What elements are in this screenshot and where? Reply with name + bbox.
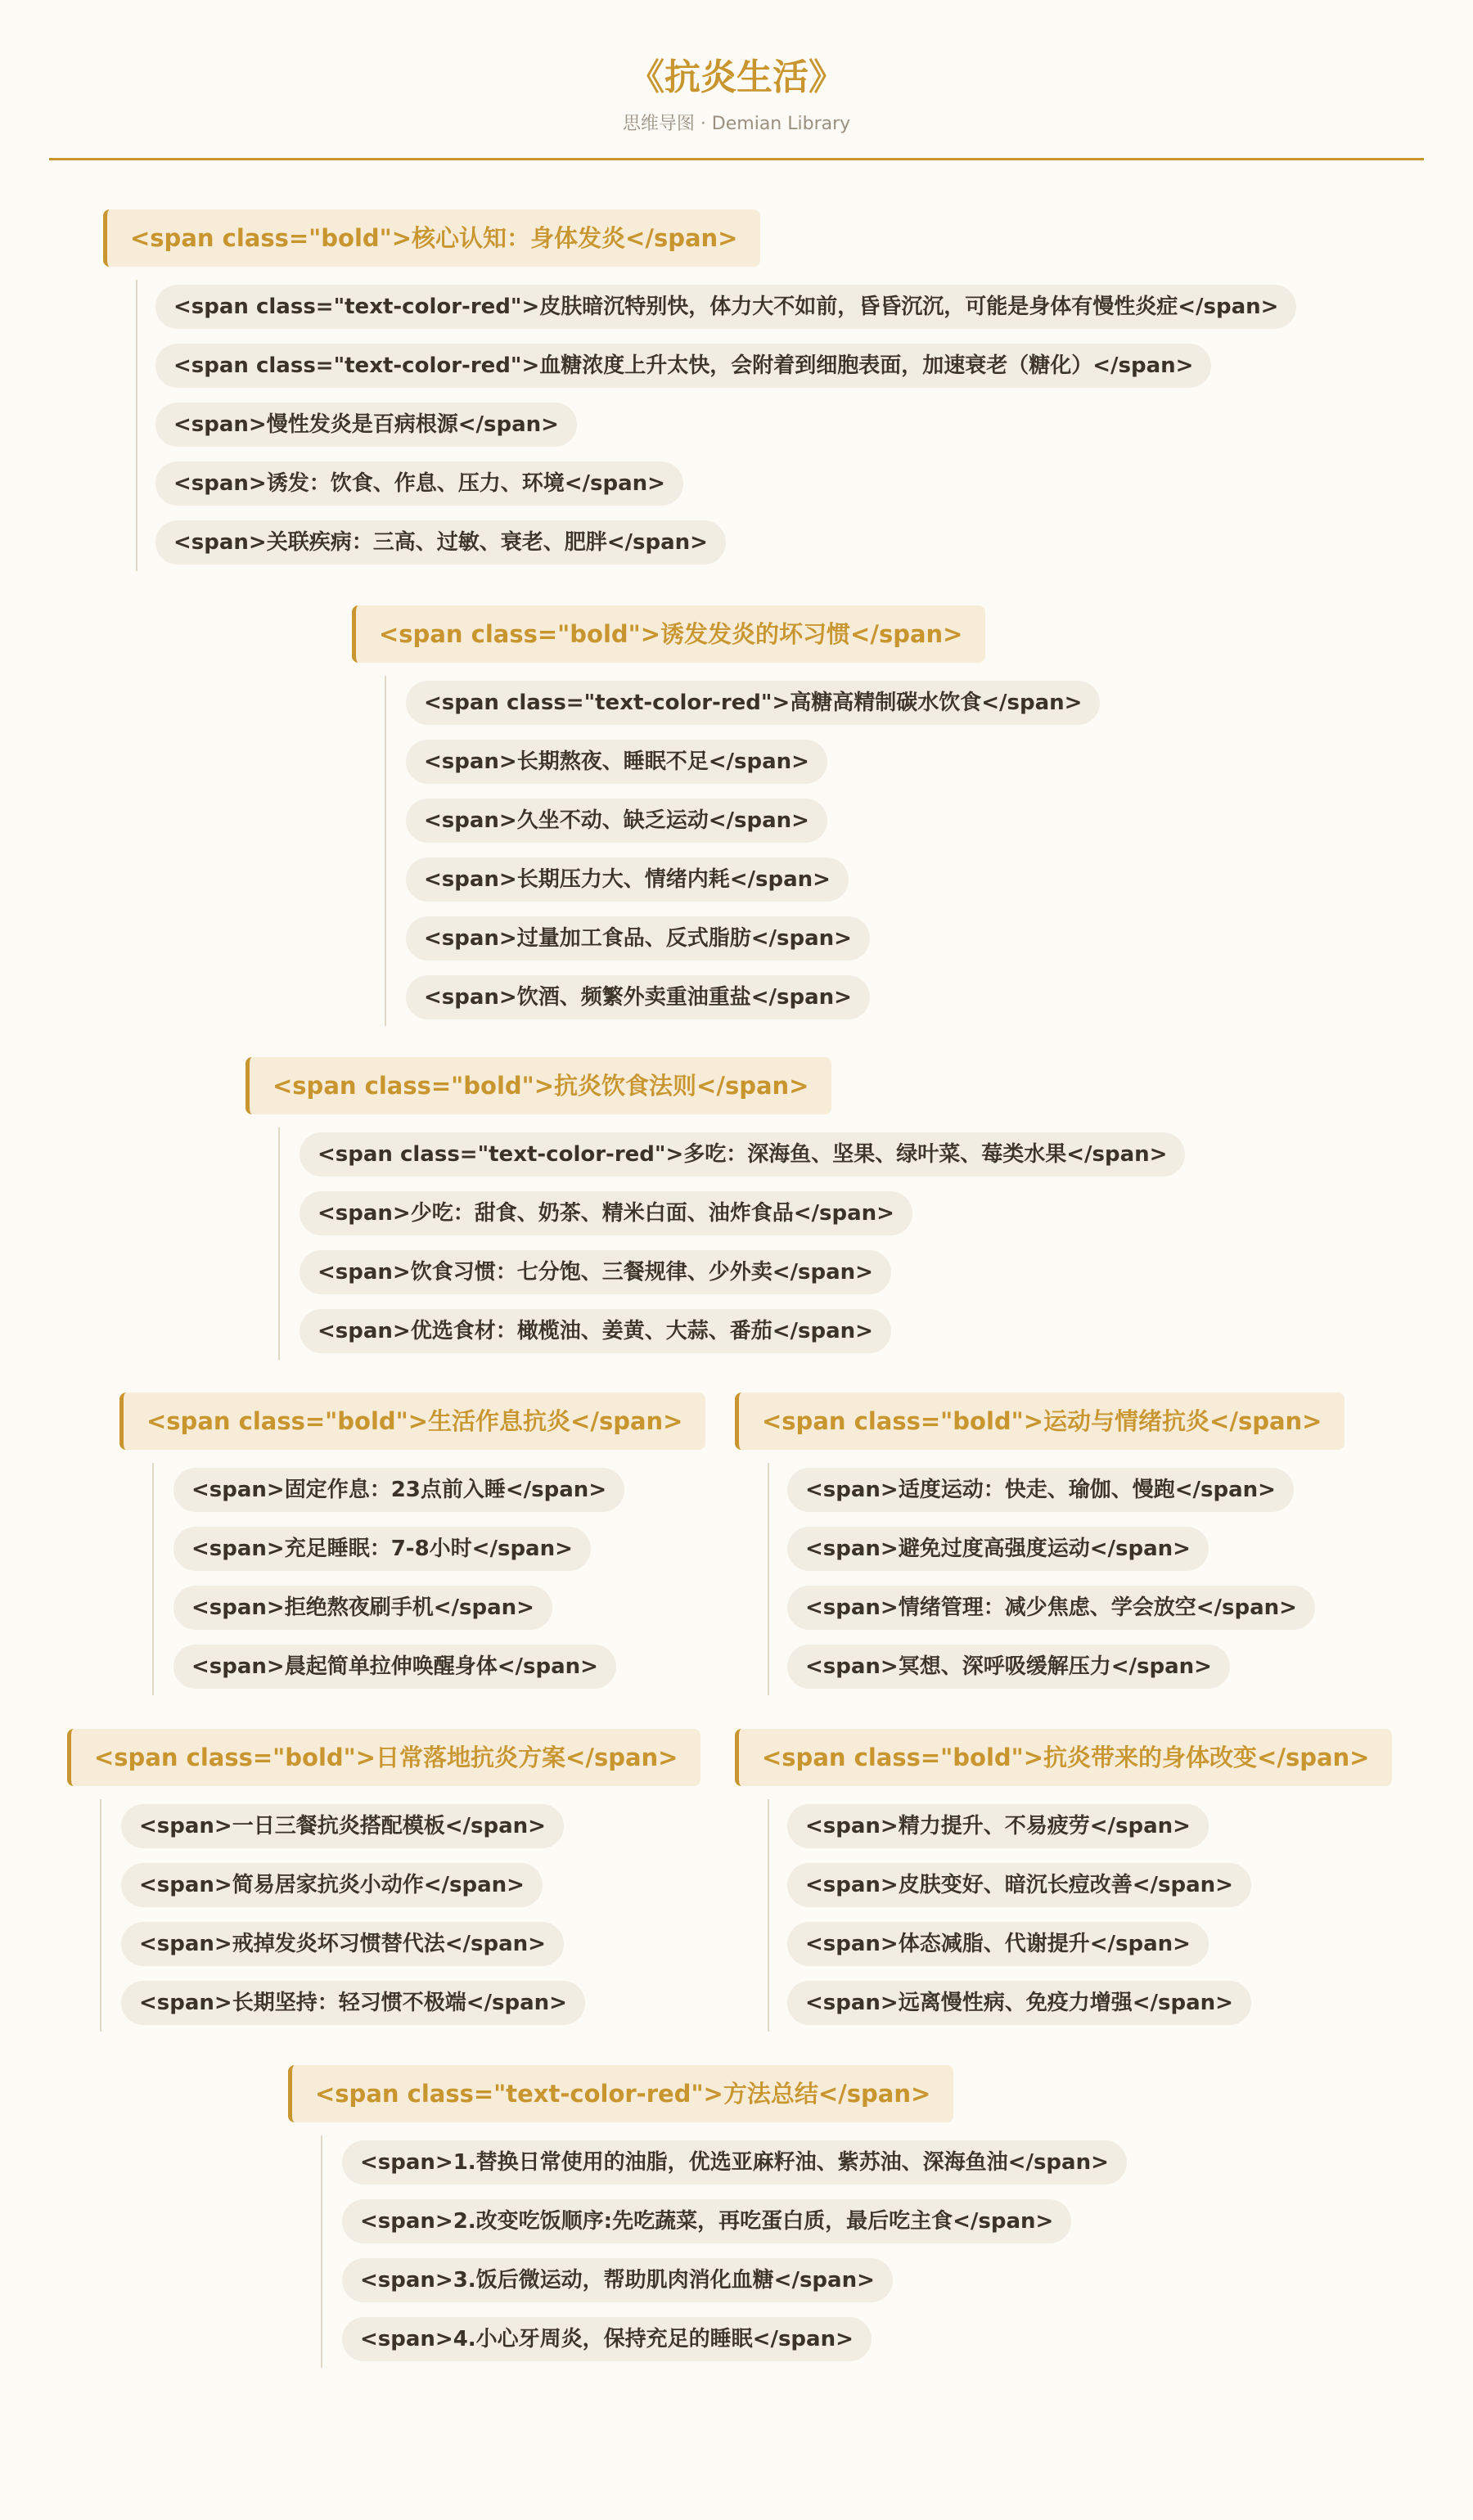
list-item[interactable]: <span>充足睡眠：7-8小时</span> [173,1527,591,1571]
section-connector [100,1799,101,2032]
list-item[interactable]: <span>长期坚持：轻习惯不极端</span> [121,1981,585,2025]
list-item[interactable]: <span>久坐不动、缺乏运动</span> [406,799,827,843]
list-item[interactable]: <span>优选食材：橄榄油、姜黄、大蒜、番茄</span> [300,1309,891,1353]
section-connector [278,1127,280,1360]
list-item[interactable]: <span>体态减脂、代谢提升</span> [787,1922,1209,1966]
section-title[interactable]: <span class="bold">运动与情绪抗炎</span> [735,1393,1345,1450]
list-item[interactable]: <span>戒掉发炎坏习惯替代法</span> [121,1922,564,1966]
list-item[interactable]: <span>避免过度高强度运动</span> [787,1527,1209,1571]
list-item[interactable]: <span>2.改变吃饭顺序:先吃蔬菜，再吃蛋白质，最后吃主食</span> [342,2199,1071,2243]
list-item[interactable]: <span>晨起简单拉伸唤醒身体</span> [173,1645,616,1689]
list-item[interactable]: <span>长期熬夜、睡眠不足</span> [406,740,827,784]
list-item[interactable]: <span>3.饭后微运动，帮助肌肉消化血糖</span> [342,2258,893,2302]
list-item[interactable]: <span class="text-color-red">皮肤暗沉特别快，体力大不如前，昏昏沉沉，可能是身体有慢性炎症</span> [155,285,1296,329]
list-item[interactable]: <span>过量加工食品、反式脂肪</span> [406,916,870,961]
list-item[interactable]: <span>长期压力大、情绪内耗</span> [406,857,849,902]
list-item[interactable]: <span class="text-color-red">高糖高精制碳水饮食</span> [406,681,1100,725]
section-title[interactable]: <span class="bold">抗炎饮食法则</span> [246,1057,831,1114]
section-title[interactable]: <span class="bold">抗炎带来的身体改变</span> [735,1729,1392,1786]
section-connector [768,1799,769,2032]
section-connector [136,280,137,571]
list-item[interactable]: <span>饮食习惯：七分饱、三餐规律、少外卖</span> [300,1250,891,1294]
list-item[interactable]: <span>慢性发炎是百病根源</span> [155,403,577,447]
section-title[interactable]: <span class="text-color-red">方法总结</span> [288,2065,953,2122]
list-item[interactable]: <span>1.替换日常使用的油脂，优选亚麻籽油、紫苏油、深海鱼油</span> [342,2140,1127,2185]
list-item[interactable]: <span>冥想、深呼吸缓解压力</span> [787,1645,1230,1689]
section-title[interactable]: <span class="bold">核心认知：身体发炎</span> [103,209,760,267]
section-title[interactable]: <span class="bold">诱发发炎的坏习惯</span> [352,605,985,663]
list-item[interactable]: <span>少吃：甜食、奶茶、精米白面、油炸食品</span> [300,1191,912,1235]
section-title[interactable]: <span class="bold">生活作息抗炎</span> [119,1393,705,1450]
list-item[interactable]: <span>远离慢性病、免疫力增强</span> [787,1981,1251,2025]
list-item[interactable]: <span>精力提升、不易疲劳</span> [787,1804,1209,1848]
section-connector [152,1463,154,1695]
list-item[interactable]: <span>皮肤变好、暗沉长痘改善</span> [787,1863,1251,1907]
list-item[interactable]: <span>情绪管理：减少焦虑、学会放空</span> [787,1586,1315,1630]
list-item[interactable]: <span>拒绝熬夜刷手机</span> [173,1586,552,1630]
list-item[interactable]: <span>4.小心牙周炎，保持充足的睡眠</span> [342,2317,872,2361]
page-title: 《抗炎生活》 [628,56,845,98]
section-title[interactable]: <span class="bold">日常落地抗炎方案</span> [67,1729,700,1786]
list-item[interactable]: <span>固定作息：23点前入睡</span> [173,1468,624,1512]
list-item[interactable]: <span class="text-color-red">血糖浓度上升太快，会附着到细胞表面，加速衰老（糖化）</span> [155,344,1211,388]
list-item[interactable]: <span>关联疾病：三高、过敏、衰老、肥胖</span> [155,520,726,565]
list-item[interactable]: <span>简易居家抗炎小动作</span> [121,1863,543,1907]
list-item[interactable]: <span>饮酒、频繁外卖重油重盐</span> [406,975,870,1019]
page-subtitle: 思维导图 · Demian Library [622,114,851,134]
list-item[interactable]: <span>诱发：饮食、作息、压力、环境</span> [155,461,683,506]
page-header [0,0,1473,164]
section-connector [385,676,386,1026]
list-item[interactable]: <span class="text-color-red">多吃：深海鱼、坚果、绿叶菜、莓类水果</span> [300,1132,1185,1177]
section-connector [321,2135,322,2368]
list-item[interactable]: <span>一日三餐抗炎搭配模板</span> [121,1804,564,1848]
header-divider [49,158,1424,160]
section-connector [768,1463,769,1695]
list-item[interactable]: <span>适度运动：快走、瑜伽、慢跑</span> [787,1468,1294,1512]
